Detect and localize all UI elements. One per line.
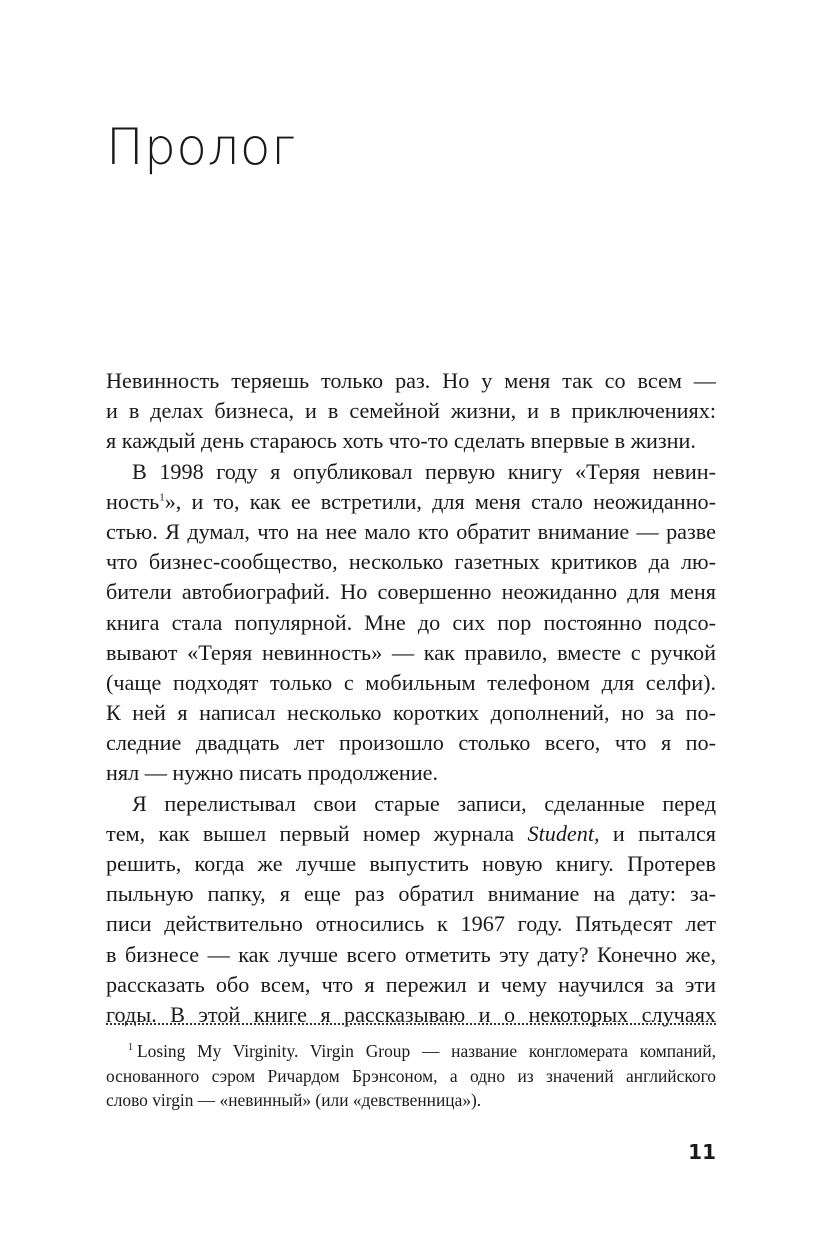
text-line: пыльную папку, я еще раз обратил внимание на дату: за-	[106, 881, 716, 907]
text-line: В 1998 году я опубликовал первую книгу «Теряя невин-	[132, 458, 716, 484]
text-line-with-footnote	[106, 487, 716, 517]
footnote-mark: 1	[128, 1042, 133, 1054]
text-line: я каждый день стараюсь хоть что-то сделать впервые в жизни.	[106, 428, 696, 454]
chapter-title: Пролог	[106, 118, 297, 176]
text-line: рассказать обо всем, что я пережил и чему научился за эти	[106, 971, 716, 997]
text-line: следние двадцать лет произошло столько всего, что я по-	[106, 730, 716, 756]
text-line-with-italic	[106, 819, 716, 849]
text-line: в бизнесе — как лучше всего отметить эту дату? Конечно же,	[106, 941, 716, 967]
text-fragment: », и то, как ее встретили, для меня стало неожиданно-	[164, 488, 716, 514]
footnote-line	[106, 1039, 716, 1064]
text-line: что бизнес-сообщество, несколько газетных критиков да лю-	[106, 549, 716, 575]
footnote-line: основанного сэром Ричардом Брэнсоном, а одно из значений английского	[106, 1065, 716, 1086]
text-line: книга стала популярной. Мне до сих пор постоянно подсо-	[106, 609, 716, 635]
text-line: Невинность теряешь только раз. Но у меня так со всем —	[106, 368, 716, 393]
footnote-line: слово virgin — «невинный» (или «девственница»).	[106, 1090, 482, 1110]
text-line: стью. Я думал, что на нее мало кто обратит внимание — разве	[106, 518, 716, 544]
text-line: решить, когда же лучше выпустить новую книгу. Протерев	[106, 851, 716, 876]
footnote	[106, 1039, 716, 1113]
journal-name: Student,	[527, 820, 600, 846]
text-line: писи действительно относились к 1967 году. Пятьдесят лет	[106, 911, 716, 937]
text-fragment: ность	[106, 488, 160, 514]
text-line: и в делах бизнеса, и в семейной жизни, и в приключениях:	[106, 398, 716, 424]
text-fragment: и пытался	[599, 820, 717, 846]
text-line: Я перелистывал свои старые записи, сделанные перед	[132, 790, 716, 816]
text-line: К ней я написал несколько коротких дополнений, но за по-	[106, 700, 716, 726]
footnote-reference[interactable]: 1	[159, 491, 165, 504]
text-line: бители автобиографий. Но совершенно неожиданно для меня	[106, 579, 716, 605]
text-fragment: тем, как вышел первый номер журнала	[106, 820, 528, 846]
page-number: 11	[688, 1140, 716, 1164]
body-text	[106, 366, 716, 1030]
footnote-divider	[106, 1023, 716, 1025]
text-line: (чаще подходят только с мобильным телефоном для селфи).	[106, 669, 716, 695]
text-line: нял — нужно писать продолжение.	[106, 760, 439, 786]
footnote-text: Losing My Virginity. Virgin Group — название конгломерата компаний,	[137, 1041, 716, 1061]
text-line: годы. В этой книге я рассказываю и о некоторых случаях	[106, 1001, 716, 1027]
text-line: вывают «Теряя невинность» — как правило, вместе с ручкой	[106, 639, 716, 665]
